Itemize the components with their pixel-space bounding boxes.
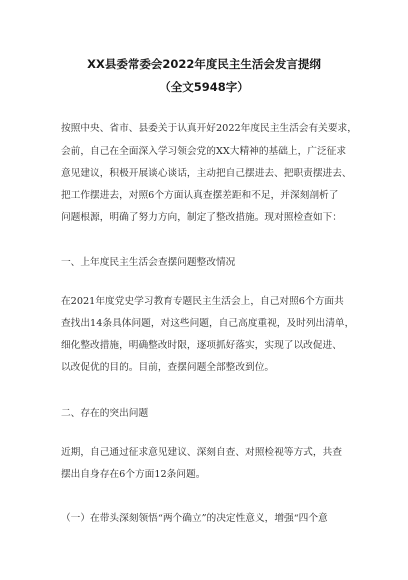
intro-line-1: 按照中央、省市、县委关于认真开好2022年度民主生活会有关要求， bbox=[61, 123, 357, 134]
section-2-line-1: 近期，自己通过征求意见建议、深刻自查、对照检视等方式，共查 bbox=[61, 447, 342, 458]
section-1-line-1: 在2021年度党史学习教育专题民主生活会上，自己对照6个方面共 bbox=[61, 296, 344, 307]
intro-line-3: 意见建议，积极开展谈心谈话，主动把自己摆进去、把职责摆进去、 bbox=[61, 168, 352, 179]
intro-line-5: 问题根源，明确了努力方向，制定了整改措施。现对照检查如下： bbox=[61, 212, 342, 223]
document-title-text: XX县委常委会2022年度民主生活会发言提纲 bbox=[87, 57, 321, 71]
section-1-line-3: 细化整改措施，明确整改时限，逐项抓好落实，实现了以改促进、 bbox=[61, 340, 342, 351]
section-1-line-2: 查找出14条具体问题，对这些问题，自己高度重视，及时列出清单， bbox=[61, 318, 355, 329]
section-1-heading: 一、上年度民主生活会查摆问题整改情况 bbox=[61, 257, 236, 268]
document-subtitle bbox=[0, 79, 408, 95]
document-title bbox=[0, 56, 408, 72]
intro-line-2: 会前，自己在全面深入学习领会党的XX大精神的基础上，广泛征求 bbox=[61, 146, 347, 157]
document-subtitle-text: （全文5948字） bbox=[159, 80, 249, 94]
section-2-line-2: 摆出自身存在6个方面12条问题。 bbox=[61, 469, 206, 480]
subsection-1-line: （一）在带头深刻领悟“两个确立”的决定性意义，增强“四个意 bbox=[61, 513, 328, 524]
section-2-heading: 二、存在的突出问题 bbox=[61, 408, 149, 419]
section-1-line-4: 以改促优的目的。目前，查摆问题全部整改到位。 bbox=[61, 362, 275, 373]
intro-line-4: 把工作摆进去，对照6个方面认真查摆差距和不足，并深刻剖析了 bbox=[61, 190, 339, 201]
